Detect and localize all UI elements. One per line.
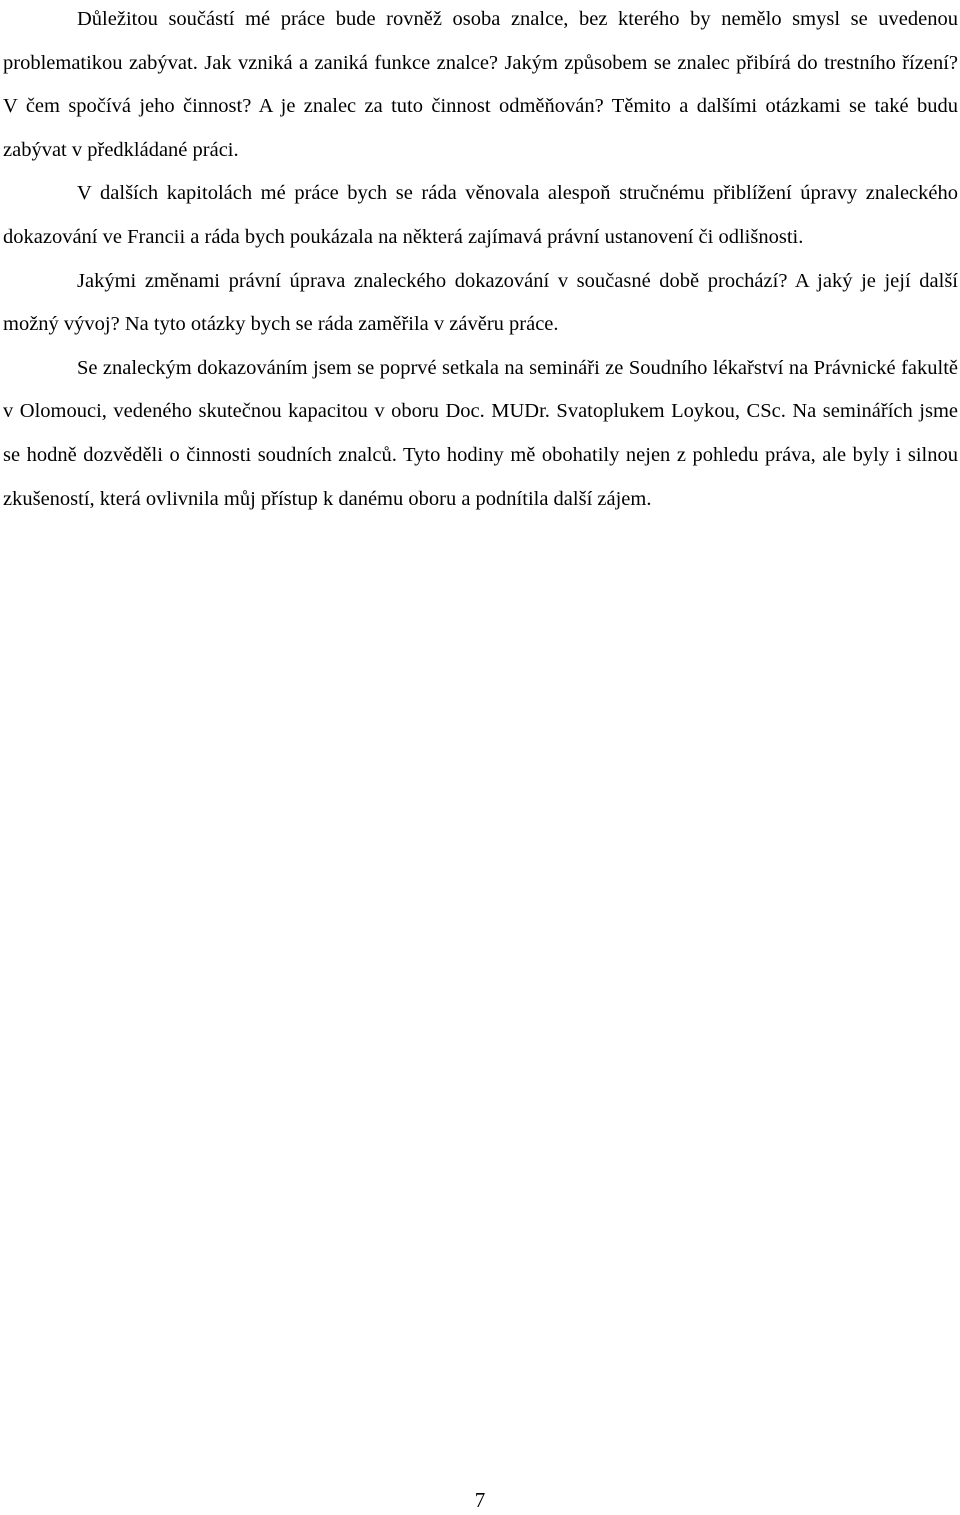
paragraph-expert-role: Důležitou součástí mé práce bude rovněž osoba znalce, bez kterého by nemělo smysl se uvedenou problematikou zabývat. Jak vzniká a zaniká funkce znalce? Jakým způsobem se znalec přibírá do trestního řízení? V čem spočívá jeho činnost? A je znalec za tuto činnost odměňován? Těmito a dalšími otázkami se také budu zabývat v předkládané práci. bbox=[3, 8, 958, 161]
paragraph-legal-changes: Jakými změnami právní úprava znaleckého dokazování v současné době prochází? A jaký je její další možný vývoj? Na tyto otázky bych se ráda zaměřila v závěru práce. bbox=[3, 269, 958, 336]
paragraph-france-chapters: V dalších kapitolách mé práce bych se ráda věnovala alespoň stručnému přiblížení úpravy znaleckého dokazování ve Francii a ráda bych poukázala na některá zajímavá právní ustanovení či odlišnosti. bbox=[3, 182, 958, 248]
paragraph-personal-motivation: Se znaleckým dokazováním jsem se poprvé setkala na semináři ze Soudního lékařství na Právnické fakultě v Olomouci, vedeného skutečnou kapacitou v oboru Doc. MUDr. Svatoplukem Loykou, CSc. Na seminářích jsme se hodně dozvěděli o činnosti soudních znalců. Tyto hodiny mě obohatily nejen z pohledu práva, ale byly i silnou zkušeností, která ovlivnila můj přístup k danému oboru a podnítila další zájem. bbox=[3, 356, 958, 510]
page-number: 7 bbox=[474, 1488, 486, 1512]
document-page bbox=[3, 0, 958, 521]
